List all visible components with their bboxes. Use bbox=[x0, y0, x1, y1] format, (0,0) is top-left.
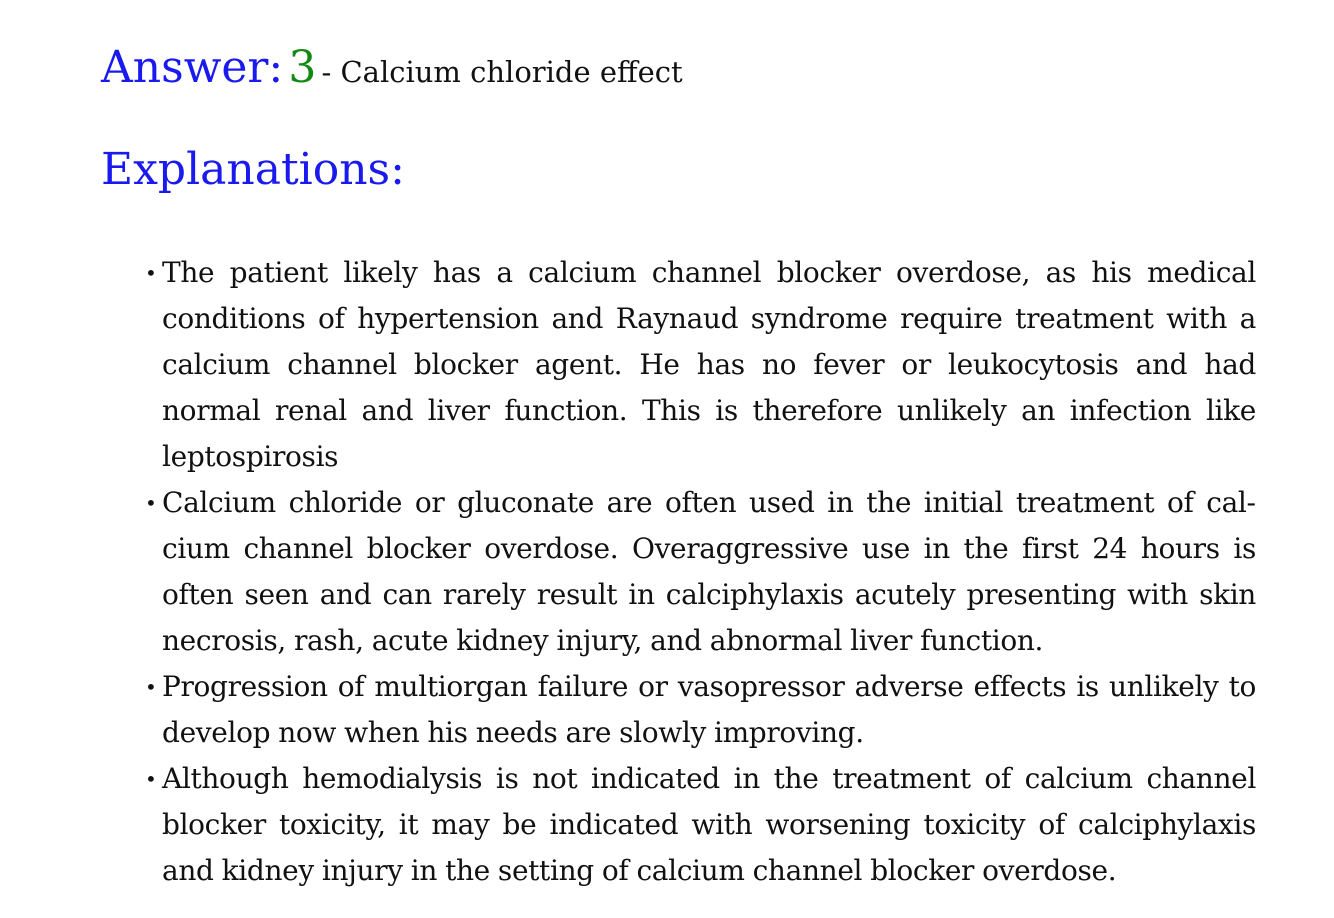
explanation-item-3 bbox=[143, 664, 1256, 756]
explanation-item-1 bbox=[143, 250, 1256, 480]
explanations-heading: Explanations: bbox=[101, 144, 405, 195]
answer-line bbox=[101, 42, 683, 93]
answer-description: - Calcium chloride effect bbox=[321, 55, 683, 89]
explanation-text-2: Calcium chloride or gluconate are often used in the initial treatment of calcium channel blocker overdose. Overaggressive use in the first 24 hours is often seen and can rarely result in calciphylaxis acutely presenting with skin necrosis, rash, acute kidney injury, and abnormal liver function. bbox=[162, 486, 1256, 657]
answer-label: Answer: bbox=[101, 42, 284, 93]
bullet-icon: • bbox=[145, 261, 157, 285]
explanations-list bbox=[143, 250, 1256, 894]
bullet-icon: • bbox=[145, 767, 157, 791]
answer-number: 3 bbox=[288, 42, 317, 93]
explanation-item-4 bbox=[143, 756, 1256, 894]
bullet-icon: • bbox=[145, 491, 157, 515]
bullet-icon: • bbox=[145, 675, 157, 699]
explanation-text-1: The patient likely has a calcium channel blocker overdose, as his medical conditions of hypertension and Raynaud syndrome require treatment with a calcium channel blocker agent. He has no fever or leukocytosis and had normal renal and liver function. This is therefore unlikely an infection like leptospirosis bbox=[162, 256, 1256, 473]
explanation-text-3: Progression of multiorgan failure or vasopressor adverse effects is unlikely to develop now when his needs are slowly improving. bbox=[162, 670, 1256, 749]
explanation-item-2 bbox=[143, 480, 1256, 664]
explanation-text-4: Although hemodialysis is not indicated in the treatment of calcium channel blocker toxicity, it may be indicated with worsening toxicity of calciphylaxis and kidney injury in the setting of calcium channel blocker overdose. bbox=[162, 762, 1256, 887]
